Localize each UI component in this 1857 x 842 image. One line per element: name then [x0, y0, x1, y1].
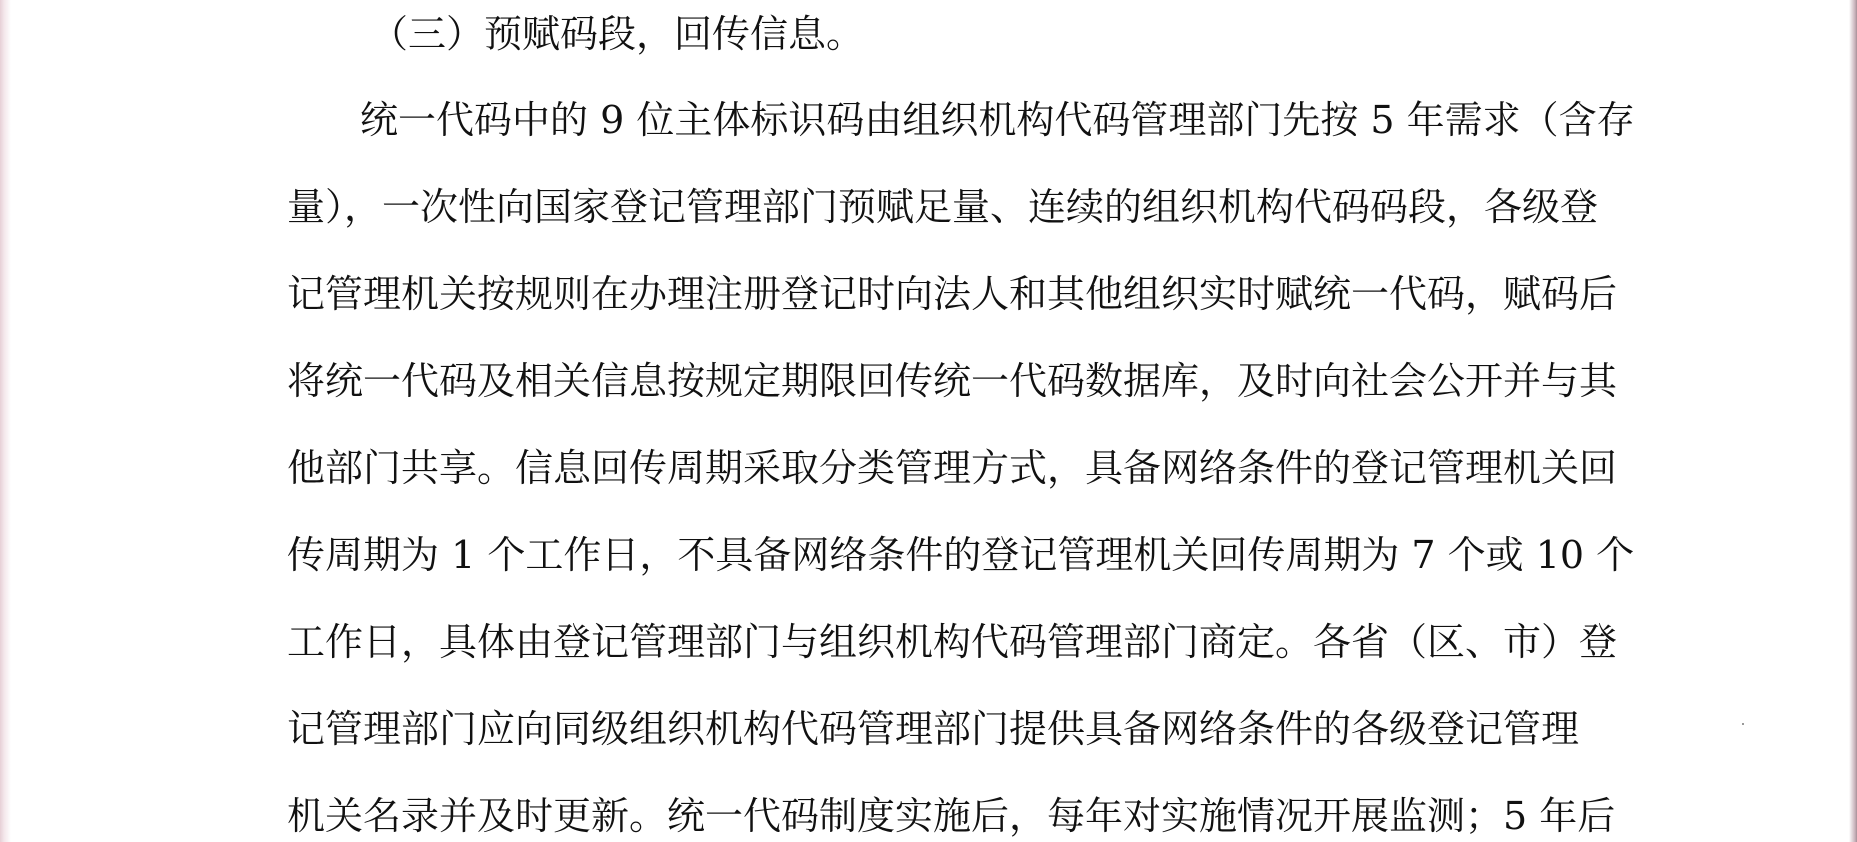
scan-speck	[1742, 723, 1744, 725]
paragraph-line-5: 他部门共享。信息回传周期采取分类管理方式，具备网络条件的登记管理机关回	[287, 446, 1618, 490]
paragraph-line-7: 工作日，具体由登记管理部门与组织机构代码管理部门商定。各省（区、市）登	[287, 620, 1618, 664]
paragraph-line-4: 将统一代码及相关信息按规定期限回传统一代码数据库，及时向社会公开并与其	[287, 359, 1618, 403]
paragraph-line-8: 记管理部门应向同级组织机构代码管理部门提供具备网络条件的各级登记管理	[287, 707, 1580, 751]
paragraph-line-2: 量），一次性向国家登记管理部门预赋足量、连续的组织机构代码码段，各级登	[287, 185, 1599, 229]
paragraph-line-6: 传周期为 1 个工作日，不具备网络条件的登记管理机关回传周期为 7 个或 10 个	[287, 533, 1635, 577]
section-heading: （三）预赋码段，回传信息。	[370, 12, 865, 56]
right-page-edge	[1849, 0, 1857, 842]
paragraph-line-3: 记管理机关按规则在办理注册登记时向法人和其他组织实时赋统一代码，赋码后	[287, 272, 1618, 316]
paragraph-line-9: 机关名录并及时更新。统一代码制度实施后，每年对实施情况开展监测；5 年后	[287, 794, 1616, 838]
paragraph-line-1: 统一代码中的 9 位主体标识码由组织机构代码管理部门先按 5 年需求（含存	[360, 98, 1635, 142]
